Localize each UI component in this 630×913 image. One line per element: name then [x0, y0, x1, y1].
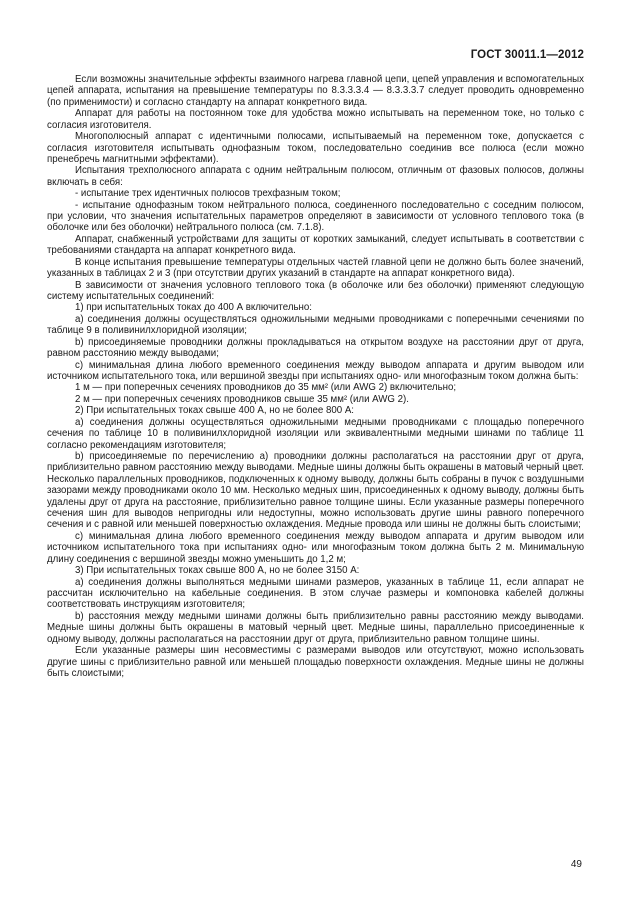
list-item: c) минимальная длина любого временного соединения между выводом аппарата и другим выводом или источником испытательного тока при испытаниях одно- или многофазным током должна быть 2 м. Минимальную длину соединения с вершиной звезды можно уменьшить до 1,2 м; [47, 530, 584, 565]
list-item: 3) При испытательных токах свыше 800 А, но не более 3150 А: [75, 565, 360, 577]
list-item: 2 м — при поперечных сечениях проводников свыше 35 мм² (или AWG 2). [75, 393, 409, 405]
paragraph: Аппарат для работы на постоянном токе для удобства можно испытывать на переменном токе, но только с согласия изготовителя. [47, 108, 584, 131]
body-text [47, 74, 584, 679]
list-item: - испытание трех идентичных полюсов трехфазным током; [75, 188, 341, 200]
list-item: а) соединения должны выполняться медными шинами размеров, указанных в таблице 11, если аппарат не рассчитан исключительно на кабельные соединения. В этом случае размеры и компоновка кабелей должны соответствовать инструкциям изготовителя; [47, 576, 584, 611]
list-item: а) соединения должны осуществляться одножильными медными проводниками с площадью поперечного сечения по таблице 10 в поливинилхлоридной изоляции или эквивалентными медными шинами по таблице 11 согласно рекомендациям изготовителя; [47, 416, 584, 451]
list-item: - испытание однофазным током нейтрального полюса, соединенного последовательно с соседним полюсом, при условии, что значения испытательных параметров определяют в зависимости от условного теплового тока (в оболочке или без оболочки) нейтрального полюса (см. 7.1.8). [47, 199, 584, 234]
paragraph: В конце испытания превышение температуры отдельных частей главной цепи не должно быть более значений, указанных в таблицах 2 и 3 (при отсутствии других указаний в стандарте на аппарат конкретного вида). [47, 256, 584, 280]
document-code: ГОСТ 30011.1—2012 [470, 49, 584, 61]
list-item: 2) При испытательных токах свыше 400 А, но не более 800 А: [75, 405, 354, 417]
paragraph: Аппарат, снабженный устройствами для защиты от коротких замыканий, следует испытывать в соответствии с требованиями стандарта на аппарат конкретного вида. [47, 233, 584, 257]
paragraph: В зависимости от значения условного теплового тока (в оболочке или без оболочки) применяют следующую систему испытательных соединений: [47, 279, 584, 303]
paragraph: Испытания трехполюсного аппарата с одним нейтральным полюсом, отличным от фазовых полюсов, должны включать в себя: [47, 165, 584, 188]
paragraph: Многополюсный аппарат с идентичными полюсами, испытываемый на переменном токе, допускается с согласия изготовителя испытывать однофазным током, последовательно соединив все полюса (если можно пренебречь магнитными эффектами). [47, 131, 584, 165]
list-item: а) соединения должны осуществляться одножильными медными проводниками с поперечными сечениями по таблице 9 в поливинилхлоридной изоляции; [47, 313, 584, 337]
list-item: 1) при испытательных токах до 400 А включительно: [75, 302, 312, 314]
list-item: b) расстояния между медными шинами должны быть приблизительно равны расстоянию между выводами. Медные шины должны быть окрашены в матовый черный цвет. Медные шины, параллельно присоединенные к одному выводу, должны располагаться на расстоянии друг от друга, приблизительно равном толщине шины. [47, 610, 584, 645]
list-item: b) присоединяемые по перечислению а) проводники должны располагаться на расстоянии друг от друга, приблизительно равном расстоянию между выводами. Медные шины должны быть окрашены в матовый черный цвет. Несколько параллельных проводников, подключенных к одному выводу, должны быть собраны в пучок с воздушными зазорами между проводниками около 10 мм. Несколько медных шин, присоединенных к одному выводу, должны быть удалены друг от друга на расстояние, приблизительно равное толщине шины. Если указанные размеры поперечного сечения шин для выводов непригодны или недоступны, можно использовать другие шины равного поперечного сечения и с равной или меньшей поверхностью охлаждения. Медные провода или шины не должны быть слоистыми; [47, 450, 584, 531]
paragraph: Если возможны значительные эффекты взаимного нагрева главной цепи, цепей управления и вспомогательных цепей аппарата, испытания на превышение температуры по 8.3.3.3.4 — 8.3.3.3.7 следует проводить одновременно (по применимости) и согласно стандарту на аппарат конкретного вида. [47, 74, 584, 108]
list-item: c) минимальная длина любого временного соединения между выводом аппарата и другим выводом или источником испытательного тока, или вершиной звезды при испытаниях одно- или многофазным током должна быть: [47, 359, 584, 382]
list-item: 1 м — при поперечных сечениях проводников до 35 мм² (или AWG 2) включительно; [75, 382, 457, 394]
list-item: b) присоединяемые проводники должны прокладываться на открытом воздухе на расстоянии друг от друга, равном расстоянию между выводами; [47, 336, 584, 360]
page-number: 49 [570, 859, 582, 870]
paragraph: Если указанные размеры шин несовместимы с размерами выводов или отсутствуют, можно использовать другие шины с приблизительно равной или меньшей площадью поверхности охлаждения. Медные шины не должны быть слоистыми; [47, 645, 584, 679]
